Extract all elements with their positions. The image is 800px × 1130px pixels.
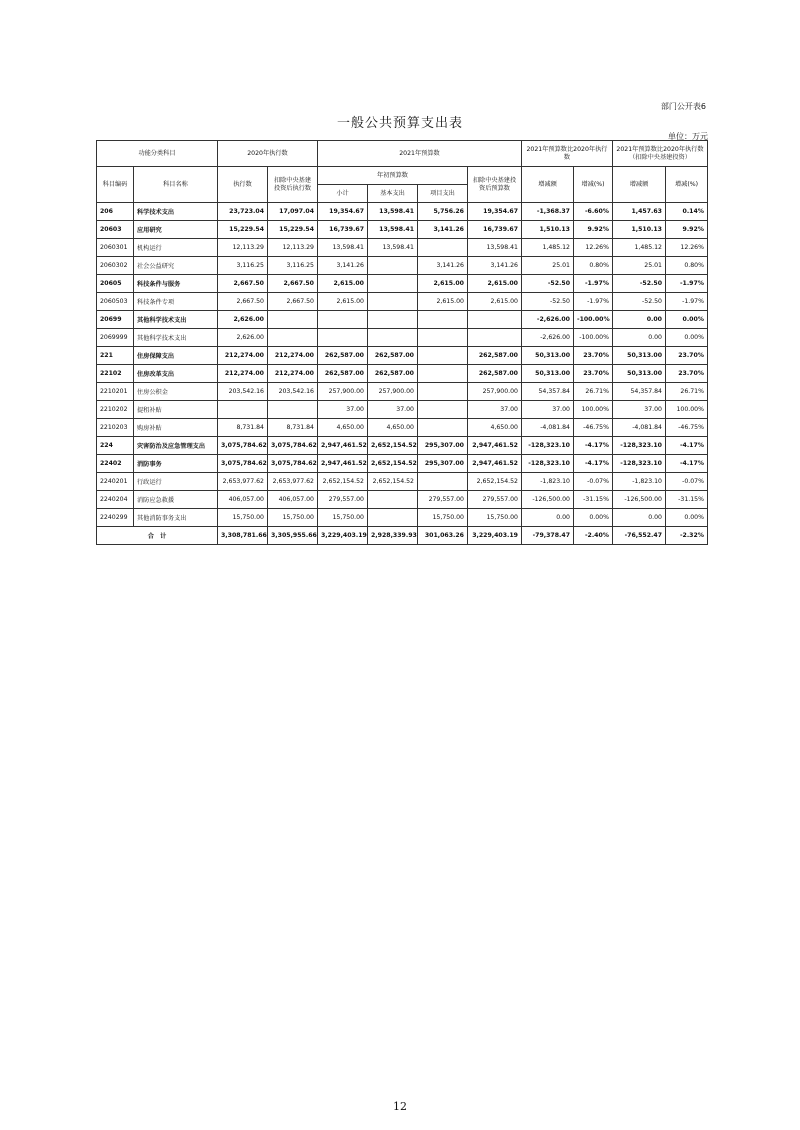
- row-value-cell: 2,652,154.52: [468, 473, 522, 491]
- row-value-cell: 12,113.29: [218, 239, 268, 257]
- row-value-cell: -1.97%: [574, 275, 613, 293]
- row-value-cell: -52.50: [613, 275, 666, 293]
- row-value-cell: 4,650.00: [318, 419, 368, 437]
- row-value-cell: 262,587.00: [468, 365, 522, 383]
- row-code: 224: [97, 437, 134, 455]
- row-value-cell: 262,587.00: [368, 347, 418, 365]
- row-value-cell: 212,274.00: [218, 365, 268, 383]
- row-value-cell: 1,457.63: [613, 203, 666, 221]
- row-value-cell: [368, 257, 418, 275]
- row-value-cell: 8,731.84: [218, 419, 268, 437]
- row-value-cell: 2,652,154.52: [368, 455, 418, 473]
- row-value-cell: 257,900.00: [468, 383, 522, 401]
- row-name: 住房保障支出: [134, 347, 218, 365]
- row-value-cell: [368, 329, 418, 347]
- row-value-cell: 15,750.00: [468, 509, 522, 527]
- row-name: 其他科学技术支出: [134, 311, 218, 329]
- row-value-cell: -1,368.37: [522, 203, 574, 221]
- row-value-cell: 262,587.00: [318, 347, 368, 365]
- row-value-cell: 50,313.00: [613, 365, 666, 383]
- row-value-cell: 54,357.84: [613, 383, 666, 401]
- row-value-cell: 13,598.41: [368, 203, 418, 221]
- row-name: 提租补贴: [134, 401, 218, 419]
- header-subtotal: 小计: [318, 185, 368, 203]
- row-value-cell: -1.97%: [666, 275, 708, 293]
- row-value-cell: -4.17%: [666, 455, 708, 473]
- row-code: 2060503: [97, 293, 134, 311]
- row-value-cell: -52.50: [613, 293, 666, 311]
- row-value-cell: 2,615.00: [418, 275, 468, 293]
- row-value-cell: 279,557.00: [418, 491, 468, 509]
- row-value-cell: -31.15%: [574, 491, 613, 509]
- row-value-cell: 17,097.04: [268, 203, 318, 221]
- row-value-cell: -1.97%: [574, 293, 613, 311]
- row-value-cell: 3,141.26: [318, 257, 368, 275]
- row-code: 206: [97, 203, 134, 221]
- row-value-cell: 212,274.00: [268, 365, 318, 383]
- row-value-cell: -126,500.00: [522, 491, 574, 509]
- header-exec: 执行数: [218, 167, 268, 203]
- row-value-cell: [368, 311, 418, 329]
- row-value-cell: 2,615.00: [318, 293, 368, 311]
- row-code: 20603: [97, 221, 134, 239]
- budget-table: [96, 140, 708, 545]
- row-value-cell: [218, 401, 268, 419]
- row-value-cell: -1.97%: [666, 293, 708, 311]
- header-exec-excl: 扣除中央基建投资后执行数: [268, 167, 318, 203]
- row-value-cell: [468, 329, 522, 347]
- header-inc-amt: 增减额: [522, 167, 574, 203]
- row-name: 购房补贴: [134, 419, 218, 437]
- header-project: 项目支出: [418, 185, 468, 203]
- row-value-cell: 50,313.00: [613, 347, 666, 365]
- row-value-cell: [318, 311, 368, 329]
- row-value-cell: -4,081.84: [522, 419, 574, 437]
- row-name: 消防应急救援: [134, 491, 218, 509]
- row-value-cell: 25.01: [613, 257, 666, 275]
- row-value-cell: 0.00%: [666, 311, 708, 329]
- row-value-cell: 15,750.00: [268, 509, 318, 527]
- row-value-cell: -6.60%: [574, 203, 613, 221]
- row-value-cell: [418, 239, 468, 257]
- row-value-cell: -52.50: [522, 275, 574, 293]
- header-budget-2021: 2021年预算数: [318, 141, 522, 167]
- row-value-cell: 13,598.41: [468, 239, 522, 257]
- row-code: 22102: [97, 365, 134, 383]
- row-value-cell: [418, 419, 468, 437]
- row-value-cell: 0.80%: [666, 257, 708, 275]
- row-value-cell: [368, 509, 418, 527]
- row-value-cell: 1,485.12: [522, 239, 574, 257]
- total-cell: 2,928,339.93: [368, 527, 418, 545]
- table-row: [97, 455, 708, 473]
- row-value-cell: -0.07%: [666, 473, 708, 491]
- row-value-cell: -100.00%: [574, 311, 613, 329]
- row-value-cell: 26.71%: [574, 383, 613, 401]
- row-code: 2210201: [97, 383, 134, 401]
- table-row: [97, 239, 708, 257]
- unit-label: 单位：万元: [668, 132, 708, 141]
- row-value-cell: 3,075,784.62: [268, 437, 318, 455]
- row-value-cell: 3,075,784.62: [268, 455, 318, 473]
- total-cell: 3,229,403.19: [318, 527, 368, 545]
- row-value-cell: 100.00%: [574, 401, 613, 419]
- row-name: 社会公益研究: [134, 257, 218, 275]
- row-value-cell: 279,557.00: [468, 491, 522, 509]
- total-cell: -79,378.47: [522, 527, 574, 545]
- row-value-cell: [418, 329, 468, 347]
- row-value-cell: 50,313.00: [522, 365, 574, 383]
- row-value-cell: 2,667.50: [218, 275, 268, 293]
- row-value-cell: 13,598.41: [368, 221, 418, 239]
- row-value-cell: [318, 329, 368, 347]
- row-name: 科技条件专项: [134, 293, 218, 311]
- row-value-cell: 2,947,461.52: [468, 455, 522, 473]
- row-name: 消防事务: [134, 455, 218, 473]
- row-value-cell: 3,116.25: [218, 257, 268, 275]
- row-value-cell: 37.00: [468, 401, 522, 419]
- row-value-cell: 15,229.54: [218, 221, 268, 239]
- row-value-cell: [418, 365, 468, 383]
- row-value-cell: 262,587.00: [318, 365, 368, 383]
- row-value-cell: -100.00%: [574, 329, 613, 347]
- table-row: [97, 293, 708, 311]
- table-row: [97, 365, 708, 383]
- row-name: 灾害防治及应急管理支出: [134, 437, 218, 455]
- row-value-cell: 0.00: [613, 311, 666, 329]
- row-value-cell: 2,615.00: [468, 275, 522, 293]
- row-value-cell: 5,756.26: [418, 203, 468, 221]
- row-code: 22402: [97, 455, 134, 473]
- row-code: 2060301: [97, 239, 134, 257]
- row-value-cell: 2,947,461.52: [318, 455, 368, 473]
- header-exec-2020: 2020年执行数: [218, 141, 318, 167]
- header-inc-pct-2: 增减(%): [666, 167, 708, 203]
- row-code: 221: [97, 347, 134, 365]
- row-value-cell: 2,615.00: [418, 293, 468, 311]
- table-row: [97, 383, 708, 401]
- row-value-cell: -4.17%: [574, 437, 613, 455]
- row-value-cell: 203,542.16: [218, 383, 268, 401]
- table-row: [97, 509, 708, 527]
- row-value-cell: 2,667.50: [268, 293, 318, 311]
- table-row: [97, 347, 708, 365]
- row-value-cell: 203,542.16: [268, 383, 318, 401]
- row-value-cell: [368, 491, 418, 509]
- row-value-cell: 15,750.00: [418, 509, 468, 527]
- row-value-cell: [268, 329, 318, 347]
- header-code: 科目编码: [97, 167, 134, 203]
- row-value-cell: 16,739.67: [318, 221, 368, 239]
- row-value-cell: 2,615.00: [468, 293, 522, 311]
- row-value-cell: 23.70%: [574, 365, 613, 383]
- row-value-cell: [368, 275, 418, 293]
- table-row: [97, 221, 708, 239]
- row-value-cell: -126,500.00: [613, 491, 666, 509]
- row-value-cell: 54,357.84: [522, 383, 574, 401]
- header-inc-pct: 增减(%): [574, 167, 613, 203]
- row-value-cell: 3,075,784.62: [218, 455, 268, 473]
- row-value-cell: -0.07%: [574, 473, 613, 491]
- row-value-cell: 2,667.50: [218, 293, 268, 311]
- row-code: 2240299: [97, 509, 134, 527]
- row-code: 2210203: [97, 419, 134, 437]
- row-value-cell: 23.70%: [666, 365, 708, 383]
- header-budget-excl: 扣除中央基建投资后预算数: [468, 167, 522, 203]
- row-value-cell: -128,323.10: [522, 455, 574, 473]
- row-value-cell: 3,075,784.62: [218, 437, 268, 455]
- table-row: [97, 203, 708, 221]
- row-code: 2060302: [97, 257, 134, 275]
- total-cell: -2.32%: [666, 527, 708, 545]
- row-code: 2240201: [97, 473, 134, 491]
- row-value-cell: -46.75%: [666, 419, 708, 437]
- row-value-cell: [468, 311, 522, 329]
- table-number-label: 部门公开表6: [660, 102, 706, 111]
- table-row: [97, 401, 708, 419]
- table-row: [97, 311, 708, 329]
- header-annual-budget: 年初预算数: [318, 167, 468, 185]
- row-code: 20605: [97, 275, 134, 293]
- total-cell: -2.40%: [574, 527, 613, 545]
- row-value-cell: 0.00%: [666, 329, 708, 347]
- row-value-cell: 37.00: [522, 401, 574, 419]
- row-value-cell: 0.00: [613, 329, 666, 347]
- row-value-cell: 37.00: [613, 401, 666, 419]
- row-value-cell: 8,731.84: [268, 419, 318, 437]
- row-value-cell: 0.00: [613, 509, 666, 527]
- header-basic: 基本支出: [368, 185, 418, 203]
- row-value-cell: 262,587.00: [468, 347, 522, 365]
- page-title: 一般公共预算支出表: [336, 116, 463, 131]
- row-value-cell: 0.00%: [574, 509, 613, 527]
- row-value-cell: [368, 293, 418, 311]
- row-value-cell: -1,823.10: [613, 473, 666, 491]
- row-code: 2240204: [97, 491, 134, 509]
- row-value-cell: -2,626.00: [522, 311, 574, 329]
- row-value-cell: 3,141.26: [418, 257, 468, 275]
- row-value-cell: [418, 383, 468, 401]
- total-cell: 3,305,955.66: [268, 527, 318, 545]
- row-code: 20699: [97, 311, 134, 329]
- total-cell: -76,552.47: [613, 527, 666, 545]
- row-value-cell: 2,615.00: [318, 275, 368, 293]
- row-value-cell: 3,141.26: [418, 221, 468, 239]
- row-value-cell: -128,323.10: [613, 437, 666, 455]
- row-value-cell: -46.75%: [574, 419, 613, 437]
- row-value-cell: 295,307.00: [418, 455, 468, 473]
- table-row: [97, 473, 708, 491]
- row-value-cell: 279,557.00: [318, 491, 368, 509]
- row-name: 科学技术支出: [134, 203, 218, 221]
- row-value-cell: 1,510.13: [522, 221, 574, 239]
- total-cell: 3,308,781.66: [218, 527, 268, 545]
- row-value-cell: -31.15%: [666, 491, 708, 509]
- row-value-cell: 37.00: [318, 401, 368, 419]
- row-value-cell: 1,510.13: [613, 221, 666, 239]
- table-row: [97, 437, 708, 455]
- row-value-cell: -4.17%: [666, 437, 708, 455]
- row-name: 机构运行: [134, 239, 218, 257]
- row-name: 应用研究: [134, 221, 218, 239]
- total-cell: 301,063.26: [418, 527, 468, 545]
- row-value-cell: 257,900.00: [318, 383, 368, 401]
- row-value-cell: 295,307.00: [418, 437, 468, 455]
- table-row: [97, 491, 708, 509]
- total-row: [97, 527, 708, 545]
- row-value-cell: 2,652,154.52: [368, 473, 418, 491]
- row-value-cell: 23.70%: [574, 347, 613, 365]
- row-code: 2210202: [97, 401, 134, 419]
- row-value-cell: 26.71%: [666, 383, 708, 401]
- row-code: 2069999: [97, 329, 134, 347]
- row-name: 其他消防事务支出: [134, 509, 218, 527]
- row-value-cell: 23.70%: [666, 347, 708, 365]
- row-value-cell: 19,354.67: [318, 203, 368, 221]
- row-value-cell: 262,587.00: [368, 365, 418, 383]
- row-value-cell: -4,081.84: [613, 419, 666, 437]
- row-value-cell: 15,750.00: [218, 509, 268, 527]
- row-value-cell: 3,141.26: [468, 257, 522, 275]
- row-value-cell: -128,323.10: [613, 455, 666, 473]
- row-value-cell: 9.92%: [666, 221, 708, 239]
- row-value-cell: 15,750.00: [318, 509, 368, 527]
- row-value-cell: 100.00%: [666, 401, 708, 419]
- row-value-cell: 257,900.00: [368, 383, 418, 401]
- row-value-cell: 23,723.04: [218, 203, 268, 221]
- row-value-cell: 2,653,977.62: [218, 473, 268, 491]
- row-value-cell: [268, 401, 318, 419]
- table-row: [97, 329, 708, 347]
- row-value-cell: 2,947,461.52: [318, 437, 368, 455]
- row-value-cell: 0.00%: [666, 509, 708, 527]
- header-name: 科目名称: [134, 167, 218, 203]
- header-compare-excl: 2021年预算数比2020年执行数（扣除中央基建投资）: [613, 141, 708, 167]
- row-value-cell: -4.17%: [574, 455, 613, 473]
- row-name: 行政运行: [134, 473, 218, 491]
- table-row: [97, 275, 708, 293]
- row-value-cell: 50,313.00: [522, 347, 574, 365]
- row-value-cell: 0.00: [522, 509, 574, 527]
- row-value-cell: 1,485.12: [613, 239, 666, 257]
- row-value-cell: 13,598.41: [318, 239, 368, 257]
- row-value-cell: -2,626.00: [522, 329, 574, 347]
- page-number: 12: [393, 1100, 407, 1113]
- row-value-cell: 212,274.00: [218, 347, 268, 365]
- row-value-cell: -1,823.10: [522, 473, 574, 491]
- row-value-cell: 406,057.00: [218, 491, 268, 509]
- row-name: 住房改革支出: [134, 365, 218, 383]
- row-value-cell: 2,652,154.52: [318, 473, 368, 491]
- row-value-cell: 13,598.41: [368, 239, 418, 257]
- row-value-cell: 15,229.54: [268, 221, 318, 239]
- table-row: [97, 257, 708, 275]
- header-compare-2020: 2021年预算数比2020年执行数: [522, 141, 613, 167]
- row-value-cell: 0.80%: [574, 257, 613, 275]
- row-value-cell: 2,626.00: [218, 329, 268, 347]
- row-value-cell: 0.14%: [666, 203, 708, 221]
- row-value-cell: 2,947,461.52: [468, 437, 522, 455]
- row-value-cell: 4,650.00: [368, 419, 418, 437]
- row-value-cell: 19,354.67: [468, 203, 522, 221]
- row-value-cell: [418, 473, 468, 491]
- total-cell: 3,229,403.19: [468, 527, 522, 545]
- row-value-cell: 25.01: [522, 257, 574, 275]
- row-value-cell: -52.50: [522, 293, 574, 311]
- row-name: 科技条件与服务: [134, 275, 218, 293]
- row-value-cell: 2,653,977.62: [268, 473, 318, 491]
- row-value-cell: 2,626.00: [218, 311, 268, 329]
- row-value-cell: -128,323.10: [522, 437, 574, 455]
- row-value-cell: [418, 311, 468, 329]
- row-value-cell: [418, 401, 468, 419]
- table-row: [97, 419, 708, 437]
- row-value-cell: 2,652,154.52: [368, 437, 418, 455]
- row-value-cell: [268, 311, 318, 329]
- row-value-cell: 12.26%: [666, 239, 708, 257]
- row-name: 其他科学技术支出: [134, 329, 218, 347]
- row-value-cell: 3,116.25: [268, 257, 318, 275]
- row-value-cell: 2,667.50: [268, 275, 318, 293]
- row-value-cell: 4,650.00: [468, 419, 522, 437]
- row-name: 住房公积金: [134, 383, 218, 401]
- row-value-cell: [418, 347, 468, 365]
- row-value-cell: 16,739.67: [468, 221, 522, 239]
- row-value-cell: 37.00: [368, 401, 418, 419]
- row-value-cell: 406,057.00: [268, 491, 318, 509]
- header-func-category: 功能分类科目: [97, 141, 218, 167]
- total-label: 合 计: [97, 527, 218, 545]
- header-inc-amt-2: 增减额: [613, 167, 666, 203]
- row-value-cell: 9.92%: [574, 221, 613, 239]
- row-value-cell: 12.26%: [574, 239, 613, 257]
- row-value-cell: 12,113.29: [268, 239, 318, 257]
- row-value-cell: 212,274.00: [268, 347, 318, 365]
